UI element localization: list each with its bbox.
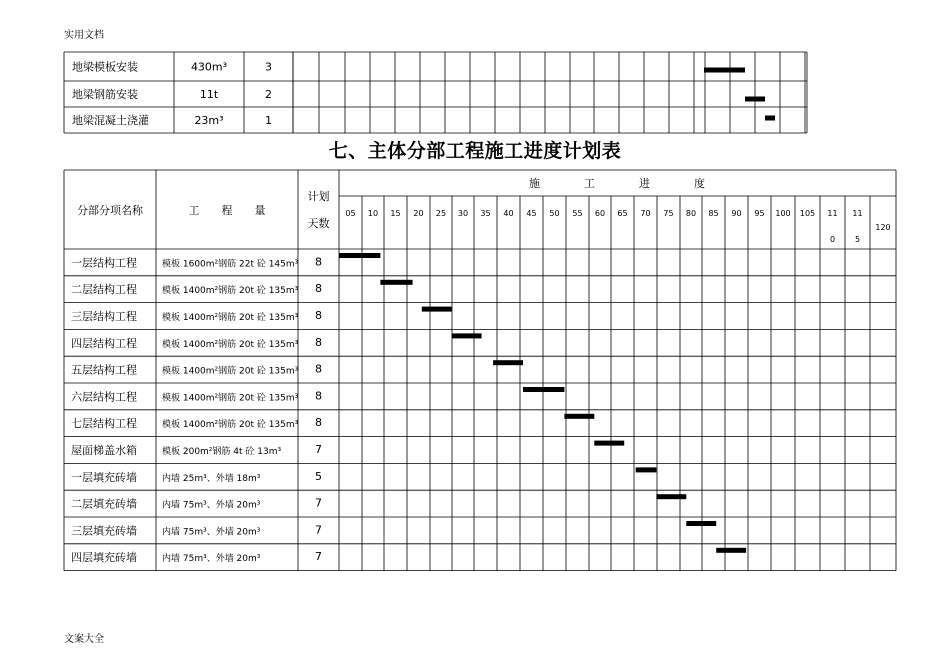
schedule-bar [452, 333, 482, 338]
schedule-bar [716, 548, 746, 553]
header-schedule: 施 工 进 度 [529, 177, 705, 190]
planned-days: 7 [315, 550, 322, 564]
planned-days: 7 [315, 523, 322, 537]
page-footer: 文案大全 [64, 634, 104, 645]
day-tick: 5 [854, 235, 861, 244]
schedule-bar [523, 387, 564, 392]
day-tick: 75 [663, 209, 674, 218]
task-name: 一层结构工程 [71, 256, 137, 270]
day-tick: 10 [367, 209, 379, 218]
day-tick: 30 [457, 209, 469, 218]
day-tick: 05 [345, 209, 356, 218]
schedule-bar [745, 97, 765, 102]
day-tick: 100 [775, 209, 791, 218]
quantity: 11t [199, 88, 219, 101]
schedule-bar [493, 360, 523, 365]
day-tick: 65 [617, 209, 628, 218]
quantity: 内墙 75m³、外墙 20m³ [162, 500, 261, 511]
planned-days: 3 [265, 60, 272, 74]
schedule-bar [339, 253, 380, 258]
header-days-2: 天数 [307, 217, 330, 230]
planned-days: 7 [315, 496, 322, 510]
quantity: 模板 1400m²钢筋 20t 砼 135m³ [162, 366, 299, 377]
schedule-bar [686, 521, 716, 526]
task-name: 四层结构工程 [71, 336, 137, 350]
header-quantity: 工 程 量 [188, 204, 266, 217]
task-name: 一层填充砖墙 [71, 470, 137, 484]
task-name: 三层结构工程 [71, 310, 137, 323]
page-header: 实用文档 [64, 30, 104, 41]
planned-days: 2 [265, 88, 272, 101]
task-name: 二层结构工程 [71, 283, 137, 297]
quantity: 23m³ [194, 114, 224, 127]
schedule-bar [636, 467, 657, 472]
day-tick: 11 [852, 209, 863, 218]
planned-days: 7 [315, 443, 322, 456]
quantity: 模板 1400m²钢筋 20t 砼 135m³ [162, 339, 299, 350]
quantity: 内墙 75m³、外墙 20m³ [162, 554, 261, 565]
day-tick: 85 [708, 209, 719, 218]
task-name: 地梁混凝土浇灌 [72, 114, 149, 127]
task-name: 六层结构工程 [71, 390, 137, 404]
day-tick: 120 [875, 223, 891, 232]
day-tick: 45 [526, 209, 537, 218]
quantity: 模板 200m²钢筋 4t 砼 13m³ [162, 447, 282, 457]
day-tick: 15 [390, 209, 401, 218]
task-name: 地梁模板安装 [72, 60, 138, 74]
planned-days: 8 [315, 255, 322, 269]
schedule-bar [594, 441, 624, 446]
quantity: 模板 1400m²钢筋 20t 砼 135m³ [162, 420, 299, 431]
task-name: 四层填充砖墙 [71, 551, 137, 565]
day-tick: 60 [594, 209, 606, 218]
planned-days: 8 [315, 362, 322, 376]
header-name: 分部分项名称 [77, 204, 143, 217]
day-tick: 80 [685, 209, 697, 218]
schedule-bar [656, 494, 686, 499]
quantity: 模板 1400m²钢筋 20t 砼 135m³ [162, 313, 299, 323]
planned-days: 8 [315, 416, 322, 430]
day-tick: 55 [572, 209, 583, 218]
planned-days: 8 [315, 282, 322, 296]
task-name: 五层结构工程 [71, 363, 137, 377]
day-tick: 25 [435, 209, 447, 218]
day-tick: 40 [503, 209, 514, 218]
day-tick: 105 [799, 209, 816, 218]
day-tick: 35 [480, 209, 491, 218]
quantity: 内墙 25m³、外墙 18m³ [162, 473, 261, 484]
quantity: 模板 1400m²钢筋 20t 砼 135m³ [162, 393, 299, 404]
planned-days: 1 [265, 114, 272, 127]
quantity: 模板 1600m²钢筋 22t 砼 145m³ [162, 259, 299, 270]
table-title: 七、主体分部工程施工进度计划表 [328, 140, 622, 162]
schedule-bar [380, 280, 412, 285]
day-tick: 20 [413, 209, 424, 218]
day-tick: 90 [731, 209, 742, 218]
planned-days: 8 [315, 389, 322, 403]
task-name: 七层结构工程 [71, 417, 137, 431]
day-tick: 0 [829, 235, 836, 244]
planned-days: 8 [315, 309, 322, 322]
task-name: 屋面梯盖水箱 [71, 444, 137, 457]
schedule-bar [704, 68, 745, 73]
task-name: 二层填充砖墙 [71, 497, 137, 511]
schedule-bar [564, 414, 594, 419]
quantity: 内墙 75m³、外墙 20m³ [162, 527, 261, 538]
schedule-bar [765, 116, 775, 121]
quantity: 模板 1400m²钢筋 20t 砼 135m³ [162, 286, 299, 297]
planned-days: 5 [315, 469, 322, 483]
header-days-1: 计划 [307, 190, 330, 203]
quantity: 430m³ [190, 60, 228, 74]
day-tick: 11 [827, 209, 838, 218]
day-tick: 70 [640, 209, 651, 218]
day-tick: 50 [549, 209, 560, 218]
day-tick: 95 [754, 209, 765, 218]
planned-days: 8 [315, 335, 322, 349]
schedule-bar [422, 307, 452, 312]
task-name: 三层填充砖墙 [71, 524, 137, 538]
task-name: 地梁钢筋安装 [72, 88, 138, 101]
